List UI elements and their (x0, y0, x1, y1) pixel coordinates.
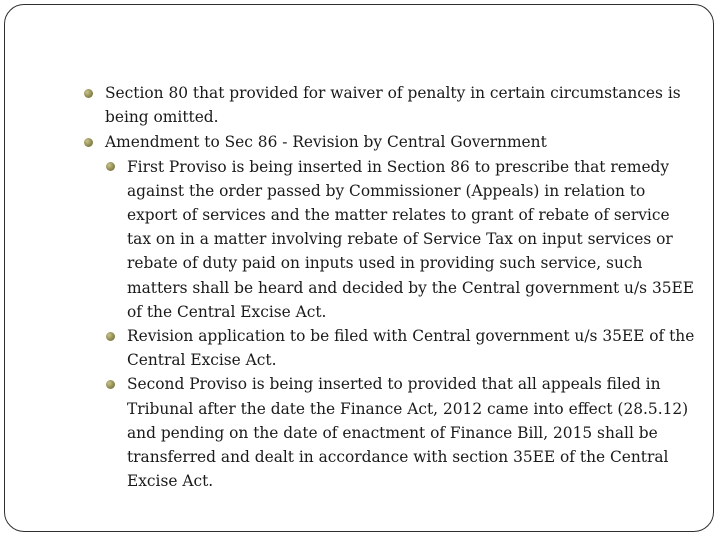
sub-bullet-text: Revision application to be filed with Central government u/s 35EE of the Central Excise Act. (127, 327, 695, 370)
bullet-text: Section 80 that provided for waiver of penalty in certain circumstances is being omitted. (105, 84, 681, 127)
bullet-dot-icon (84, 89, 93, 98)
bullet-dot-icon (106, 162, 115, 171)
sub-bullet-revision-application (105, 324, 695, 372)
slide-frame (4, 4, 714, 532)
bullet-dot-icon (106, 380, 115, 389)
sub-bullet-text: Second Proviso is being inserted to provided that all appeals filed in Tribunal after the date the Finance Act, 2012 came into effect (28.5.12) and pending on the date of enactment of Finance Bill, 2015 shall be transferred and dealt in accordance with section 35EE of the Central Excise Act. (127, 375, 689, 491)
bullet-dot-icon (84, 138, 93, 147)
slide-content (83, 81, 695, 493)
bullet-item-section-80 (83, 81, 695, 129)
sub-bullet-first-proviso (105, 155, 695, 324)
sub-bullet-text: First Proviso is being inserted in Section 86 to prescribe that remedy against the order passed by Commissioner (Appeals) in relation to export of services and the matter relates to grant of rebate of service tax on in a matter involving rebate of Service Tax on input services or rebate of duty paid on inputs used in providing such service, such matters shall be heard and decided by the Central government u/s 35EE of the Central Excise Act. (127, 157, 694, 321)
bullet-list (83, 81, 695, 493)
bullet-item-amendment-sec-86 (83, 130, 695, 493)
sub-bullet-list (105, 155, 695, 494)
sub-bullet-second-proviso (105, 372, 695, 493)
bullet-text: Amendment to Sec 86 - Revision by Central Government (105, 133, 547, 152)
bullet-dot-icon (106, 332, 115, 341)
